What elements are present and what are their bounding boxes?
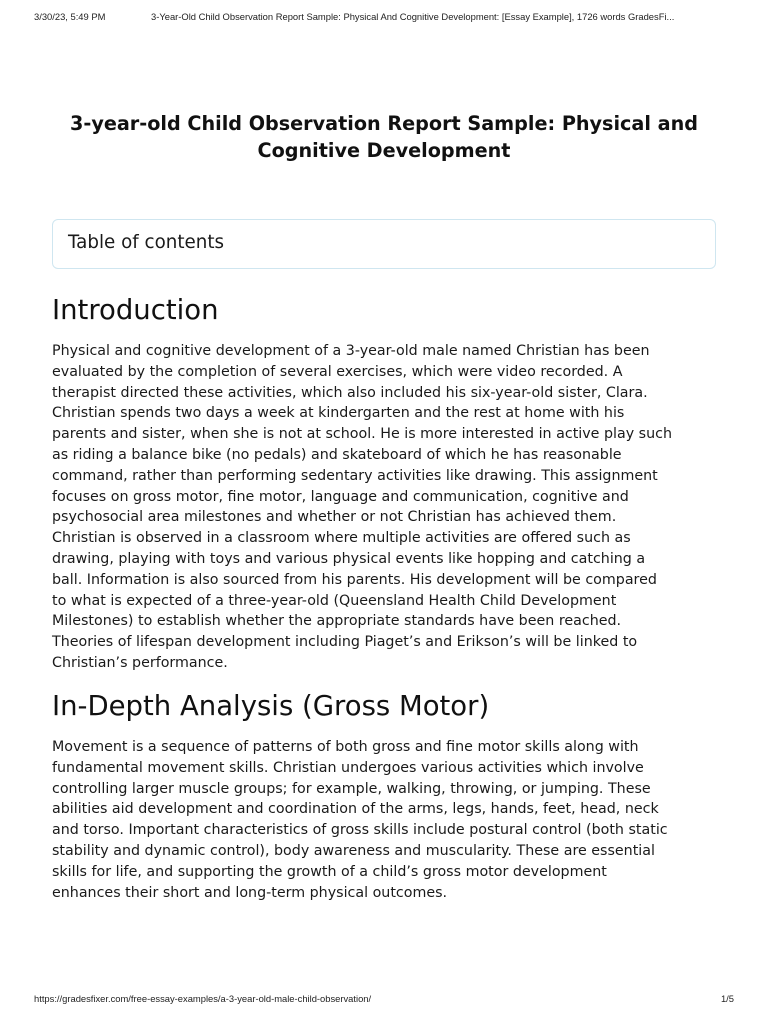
paragraph-line: Christian spends two days a week at kindergarten and the rest at home with his — [52, 405, 625, 422]
print-footer — [34, 993, 734, 1005]
print-header — [34, 11, 734, 25]
paragraph-line: Movement is a sequence of patterns of both gross and fine motor skills along with — [52, 739, 639, 755]
paragraph-line: evaluated by the completion of several exercises, which were video recorded. A — [52, 363, 623, 380]
section-heading-gross-motor: In-Depth Analysis (Gross Motor) — [52, 690, 490, 722]
paragraph-line: fundamental movement skills. Christian undergoes various activities which involve — [52, 759, 644, 776]
paragraph-line: enhances their short and long-term physical outcomes. — [52, 884, 448, 901]
table-of-contents-toggle[interactable] — [52, 219, 716, 269]
paragraph-line: Christian’s performance. — [52, 654, 228, 671]
paragraph-line: to what is expected of a three-year-old (Queensland Health Child Development — [52, 592, 617, 609]
paragraph-line: ball. Information is also sourced from his parents. His development will be compared — [52, 571, 657, 588]
paragraph-line: stability and dynamic control), body awareness and muscularity. These are essential — [52, 842, 655, 859]
article-title — [52, 110, 716, 164]
paragraph-line: Christian is observed in a classroom where multiple activities are offered such as — [52, 530, 631, 547]
paragraph-line: focuses on gross motor, fine motor, language and communication, cognitive and — [52, 488, 629, 505]
source-url: https://gradesfixer.com/free-essay-examples/a-3-year-old-male-child-observation/ — [34, 993, 372, 1004]
paragraph-line: abilities aid development and coordination of the arms, legs, hands, feet, head, neck — [52, 801, 659, 818]
introduction-paragraph — [52, 341, 722, 674]
gross-motor-paragraph — [52, 737, 722, 903]
paragraph-line: Physical and cognitive development of a 3-year-old male named Christian has been — [52, 343, 650, 359]
article-title-line-1: 3-year-old Child Observation Report Sample: Physical and — [70, 112, 698, 135]
section-heading-introduction: Introduction — [52, 294, 219, 326]
paragraph-line: as riding a balance bike (no pedals) and skateboard of which he has reasonable — [52, 446, 622, 463]
table-of-contents-label: Table of contents — [68, 232, 225, 253]
page-number: 1/5 — [720, 993, 734, 1004]
paragraph-line: Theories of lifespan development including Piaget’s and Erikson’s will be linked to — [52, 634, 638, 651]
paragraph-line: skills for life, and supporting the growth of a child’s gross motor development — [52, 863, 607, 880]
paragraph-line: Milestones) to establish whether the appropriate standards have been reached. — [52, 613, 622, 630]
print-date: 3/30/23, 5:49 PM — [34, 11, 106, 22]
article-title-line-2: Cognitive Development — [257, 139, 511, 162]
paragraph-line: and torso. Important characteristics of gross skills include postural control (both static — [52, 822, 668, 839]
paragraph-line: controlling larger muscle groups; for example, walking, throwing, or jumping. These — [52, 780, 651, 797]
paragraph-line: command, rather than performing sedentary activities like drawing. This assignment — [52, 467, 658, 484]
paragraph-line: parents and sister, when she is not at school. He is more interested in active play such — [52, 426, 672, 443]
paragraph-line: drawing, playing with toys and various physical events like hopping and catching a — [52, 550, 646, 567]
paragraph-line: therapist directed these activities, which also included his six-year-old sister, Clara. — [52, 384, 648, 401]
print-document-title: 3-Year-Old Child Observation Report Sample: Physical And Cognitive Development: [Essay Example], 1726 words GradesFi... — [151, 11, 675, 22]
paragraph-line: psychosocial area milestones and whether or not Christian has achieved them. — [52, 509, 617, 526]
